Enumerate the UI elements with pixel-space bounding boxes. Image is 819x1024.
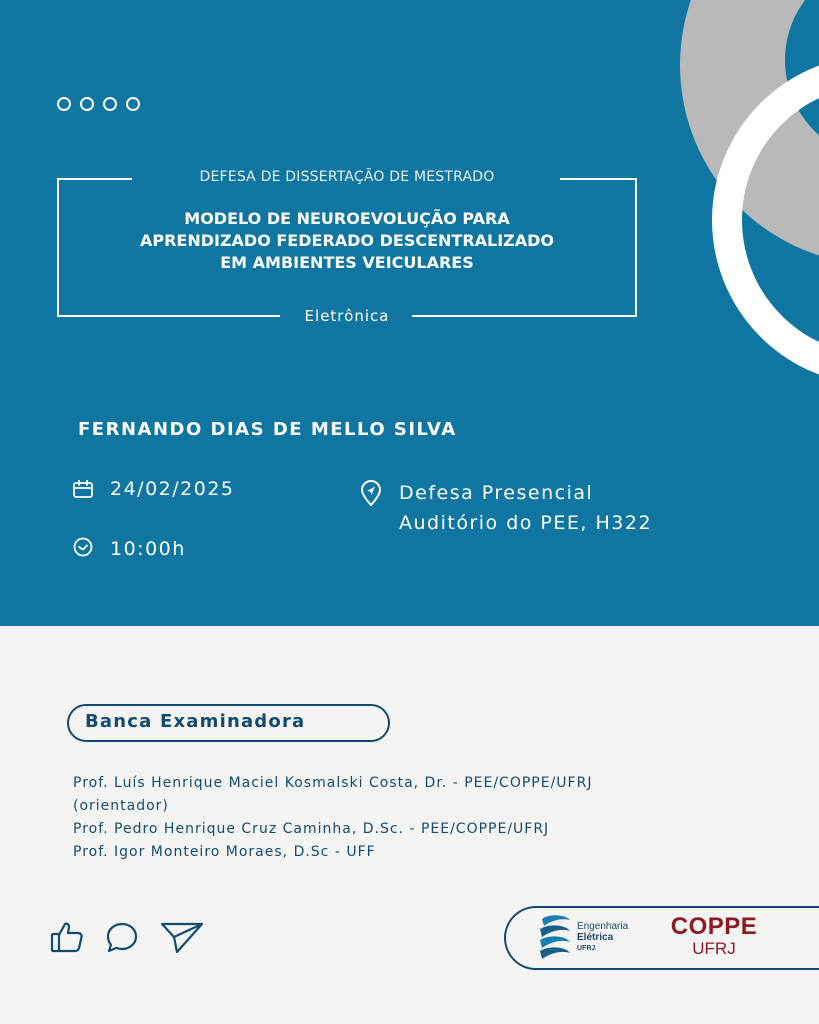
committee-heading: Banca Examinadora — [67, 704, 390, 742]
title-line: MODELO DE NEUROEVOLUÇÃO PARA — [184, 209, 510, 228]
coppe-logo-line: UFRJ — [692, 939, 736, 958]
pee-logo-text — [577, 921, 628, 954]
title-line: EM AMBIENTES VEICULARES — [220, 253, 474, 272]
candidate-name: FERNANDO DIAS DE MELLO SILVA — [78, 419, 457, 440]
committee-member: Prof. Igor Monteiro Moraes, D.Sc - UFF — [73, 844, 376, 860]
title-line: APRENDIZADO FEDERADO DESCENTRALIZADO — [139, 231, 555, 250]
committee-member: Prof. Luís Henrique Maciel Kosmalski Costa, Dr. - PEE/COPPE/UFRJ — [73, 775, 593, 791]
pee-logo-line: Elétrica — [577, 932, 614, 943]
event-type: DEFESA DE DISSERTAÇÃO DE MESTRADO — [199, 169, 495, 185]
dissertation-title — [57, 208, 637, 274]
location-pin-icon — [360, 480, 382, 506]
committee-member: (orientador) — [73, 798, 169, 814]
calendar-icon — [73, 480, 93, 498]
event-date: 24/02/2025 — [110, 478, 235, 500]
program-area: Eletrônica — [304, 307, 390, 325]
comment-icon[interactable] — [104, 920, 140, 956]
send-icon[interactable] — [160, 920, 204, 956]
pee-logo-line: UFRJ — [577, 945, 596, 952]
thumbs-up-icon[interactable] — [50, 920, 84, 954]
coppe-logo-line: COPPE — [670, 913, 758, 940]
menu-dots-icon — [57, 97, 140, 111]
pee-logo-line: Engenharia — [577, 921, 629, 932]
location-place: Auditório do PEE, H322 — [399, 512, 653, 534]
committee-member: Prof. Pedro Henrique Cruz Caminha, D.Sc. - PEE/COPPE/UFRJ — [73, 821, 550, 837]
pee-logo-icon — [536, 913, 574, 965]
coppe-logo — [668, 914, 760, 958]
event-time: 10:00h — [110, 538, 186, 560]
location-type: Defesa Presencial — [399, 482, 594, 504]
committee-members — [73, 772, 592, 864]
clock-icon — [73, 537, 93, 557]
